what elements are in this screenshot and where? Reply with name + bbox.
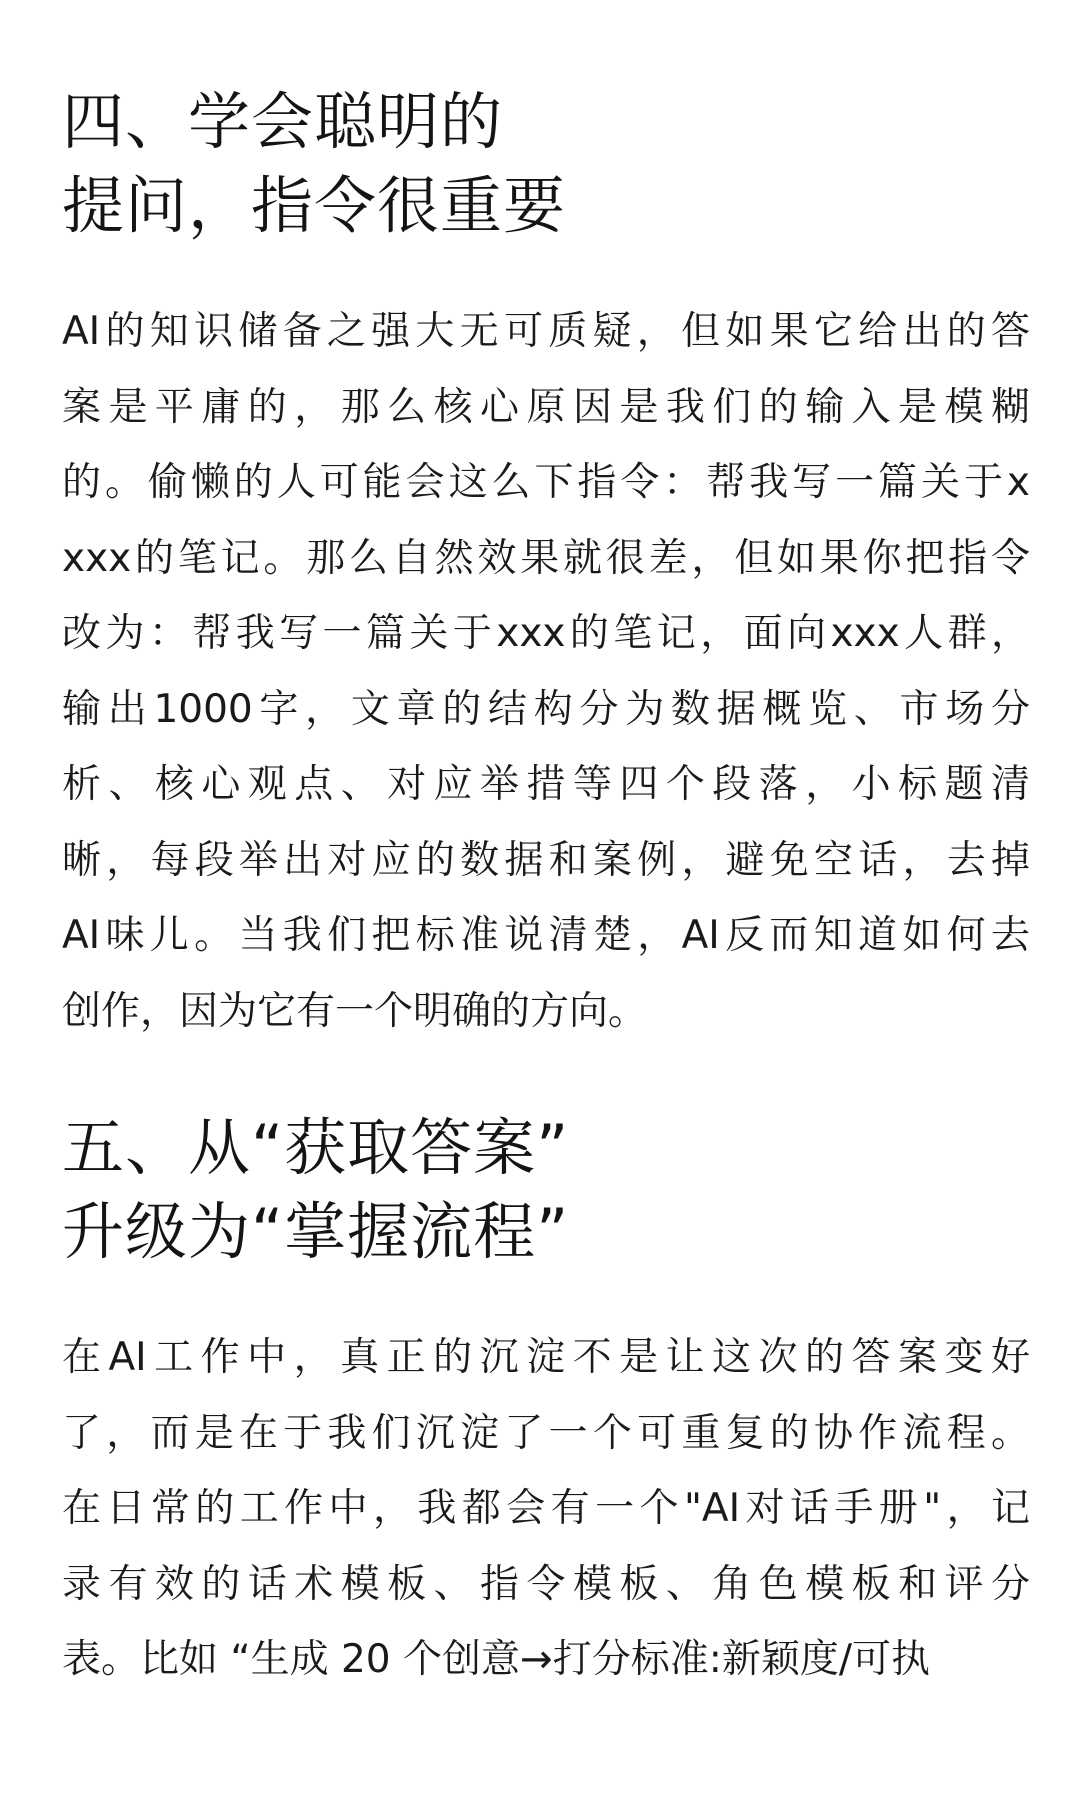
paragraph-line: 案是平庸的，那么核心原因是我们的输入是模糊	[62, 384, 1030, 430]
heading-line: 四、学会聪明的	[62, 85, 504, 158]
paragraph-line: 晰，每段举出对应的数据和案例，避免空话，去掉	[62, 837, 1030, 883]
heading-line: 五、从“获取答案”	[62, 1111, 570, 1184]
paragraph-line: 创作，因为它有一个明确的方向。	[62, 988, 648, 1034]
paragraph-line: 改为：帮我写一篇关于xxx的笔记，面向xxx人群，	[62, 611, 1030, 656]
paragraph-line: 了，而是在于我们沉淀了一个可重复的协作流程。	[62, 1410, 1030, 1456]
section-5-paragraph	[62, 1320, 1030, 1698]
heading-line: 提问，指令很重要	[62, 169, 567, 242]
paragraph-line: xxx的笔记。那么自然效果就很差，但如果你把指令	[62, 535, 1030, 581]
paragraph-line: 录有效的话术模板、指令模板、角色模板和评分	[62, 1561, 1030, 1607]
paragraph-line: 在日常的工作中，我都会有一个"AI对话手册"，记	[62, 1486, 1030, 1531]
heading-line: 升级为“掌握流程”	[62, 1195, 570, 1268]
section-5-heading	[62, 1106, 1022, 1274]
paragraph-line: 表。比如 “生成 20 个创意→打分标准:新颖度/可执	[62, 1637, 930, 1682]
section-4-heading	[62, 80, 1022, 248]
paragraph-line: 在AI工作中，真正的沉淀不是让这次的答案变好	[62, 1335, 1030, 1380]
paragraph-line: 析、核心观点、对应举措等四个段落，小标题清	[62, 762, 1030, 807]
paragraph-line: 的。偷懒的人可能会这么下指令：帮我写一篇关于x	[62, 460, 1030, 505]
paragraph-line: 输出1000字，文章的结构分为数据概览、市场分	[62, 686, 1030, 732]
paragraph-line: AI味儿。当我们把标准说清楚，AI反而知道如何去	[62, 913, 1030, 958]
section-4-paragraph	[62, 294, 1030, 1049]
paragraph-line: AI的知识储备之强大无可质疑，但如果它给出的答	[62, 309, 1030, 354]
